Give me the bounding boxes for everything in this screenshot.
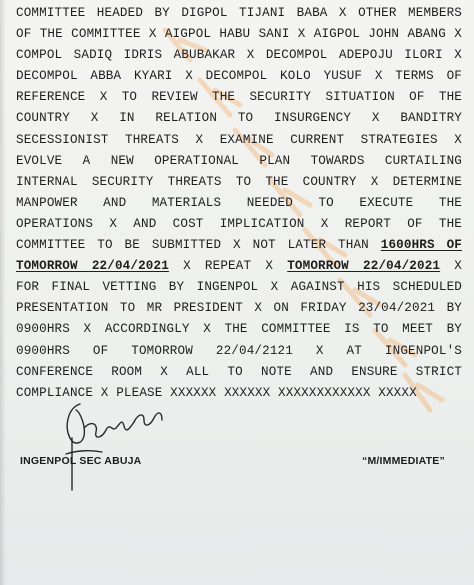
body-line: COUNTRY X IN RELATION TO INSURGENCY X BANDITRY xyxy=(16,111,462,126)
body-line: 0900HRS OF TOMORROW 22/04/2121 X AT INGENPOL'S xyxy=(16,343,462,358)
deadline-date: TOMORROW 22/04/2021 xyxy=(16,259,169,274)
body-text-segment: X xyxy=(440,259,462,274)
body-line: DECOMPOL ABBA KYARI X DECOMPOL KOLO YUSUF X TERMS OF xyxy=(16,69,462,84)
body-line: MANPOWER AND MATERIALS NEEDED TO EXECUTE THE xyxy=(16,195,462,210)
handwritten-signature xyxy=(58,398,178,508)
page-edge-shadow xyxy=(0,0,6,585)
body-line-deadline xyxy=(16,235,462,256)
deadline-date-repeat: TOMORROW 22/04/2021 xyxy=(287,259,441,274)
priority-label: “M/IMMEDIATE” xyxy=(362,455,445,467)
body-line: REFERENCE X TO REVIEW THE SECURITY SITUATION OF THE xyxy=(16,90,462,105)
body-line: PRESENTATION TO MR PRESIDENT X ON FRIDAY 23/04/2021 BY xyxy=(16,301,462,316)
body-text-segment: COMMITTEE TO BE SUBMITTED X NOT LATER THAN xyxy=(16,238,381,253)
body-line: 0900HRS X ACCORDINGLY X THE COMMITTEE IS TO MEET BY xyxy=(16,322,462,337)
body-line: COMPOL SADIQ IDRIS ABUBAKAR X DECOMPOL ADEPOJU ILORI X xyxy=(16,48,462,63)
sender-name: INGENPOL SEC ABUJA xyxy=(20,455,142,467)
body-line: SECESSIONIST THREATS X EXAMINE CURRENT STRATEGIES X xyxy=(16,132,462,147)
body-text-segment: X REPEAT X xyxy=(168,259,288,274)
body-line: INTERNAL SECURITY THREATS TO THE COUNTRY X DETERMINE xyxy=(16,174,462,189)
deadline-time: 1600HRS OF xyxy=(380,238,462,253)
body-line: CONFERENCE ROOM X ALL TO NOTE AND ENSURE STRICT xyxy=(16,364,462,379)
body-line: COMPLIANCE X PLEASE XXXXXX XXXXXX XXXXXXXXXXXX XXXXX xyxy=(16,385,417,400)
body-line: EVOLVE A NEW OPERATIONAL PLAN TOWARDS CURTAILING xyxy=(16,153,462,168)
body-line: FOR FINAL VETTING BY INGENPOL X AGAINST HIS SCHEDULED xyxy=(16,280,462,295)
body-line: OPERATIONS X AND COST IMPLICATION X REPORT OF THE xyxy=(16,216,462,231)
body-line-deadline-date xyxy=(16,256,462,277)
body-line: COMMITTEE HEADED BY DIGPOL TIJANI BABA X OTHER MEMBERS xyxy=(16,6,462,20)
body-line: OF THE COMMITTEE X AIGPOL HABU SANI X AIGPOL JOHN ABANG X xyxy=(16,27,462,42)
message-body xyxy=(16,3,462,404)
